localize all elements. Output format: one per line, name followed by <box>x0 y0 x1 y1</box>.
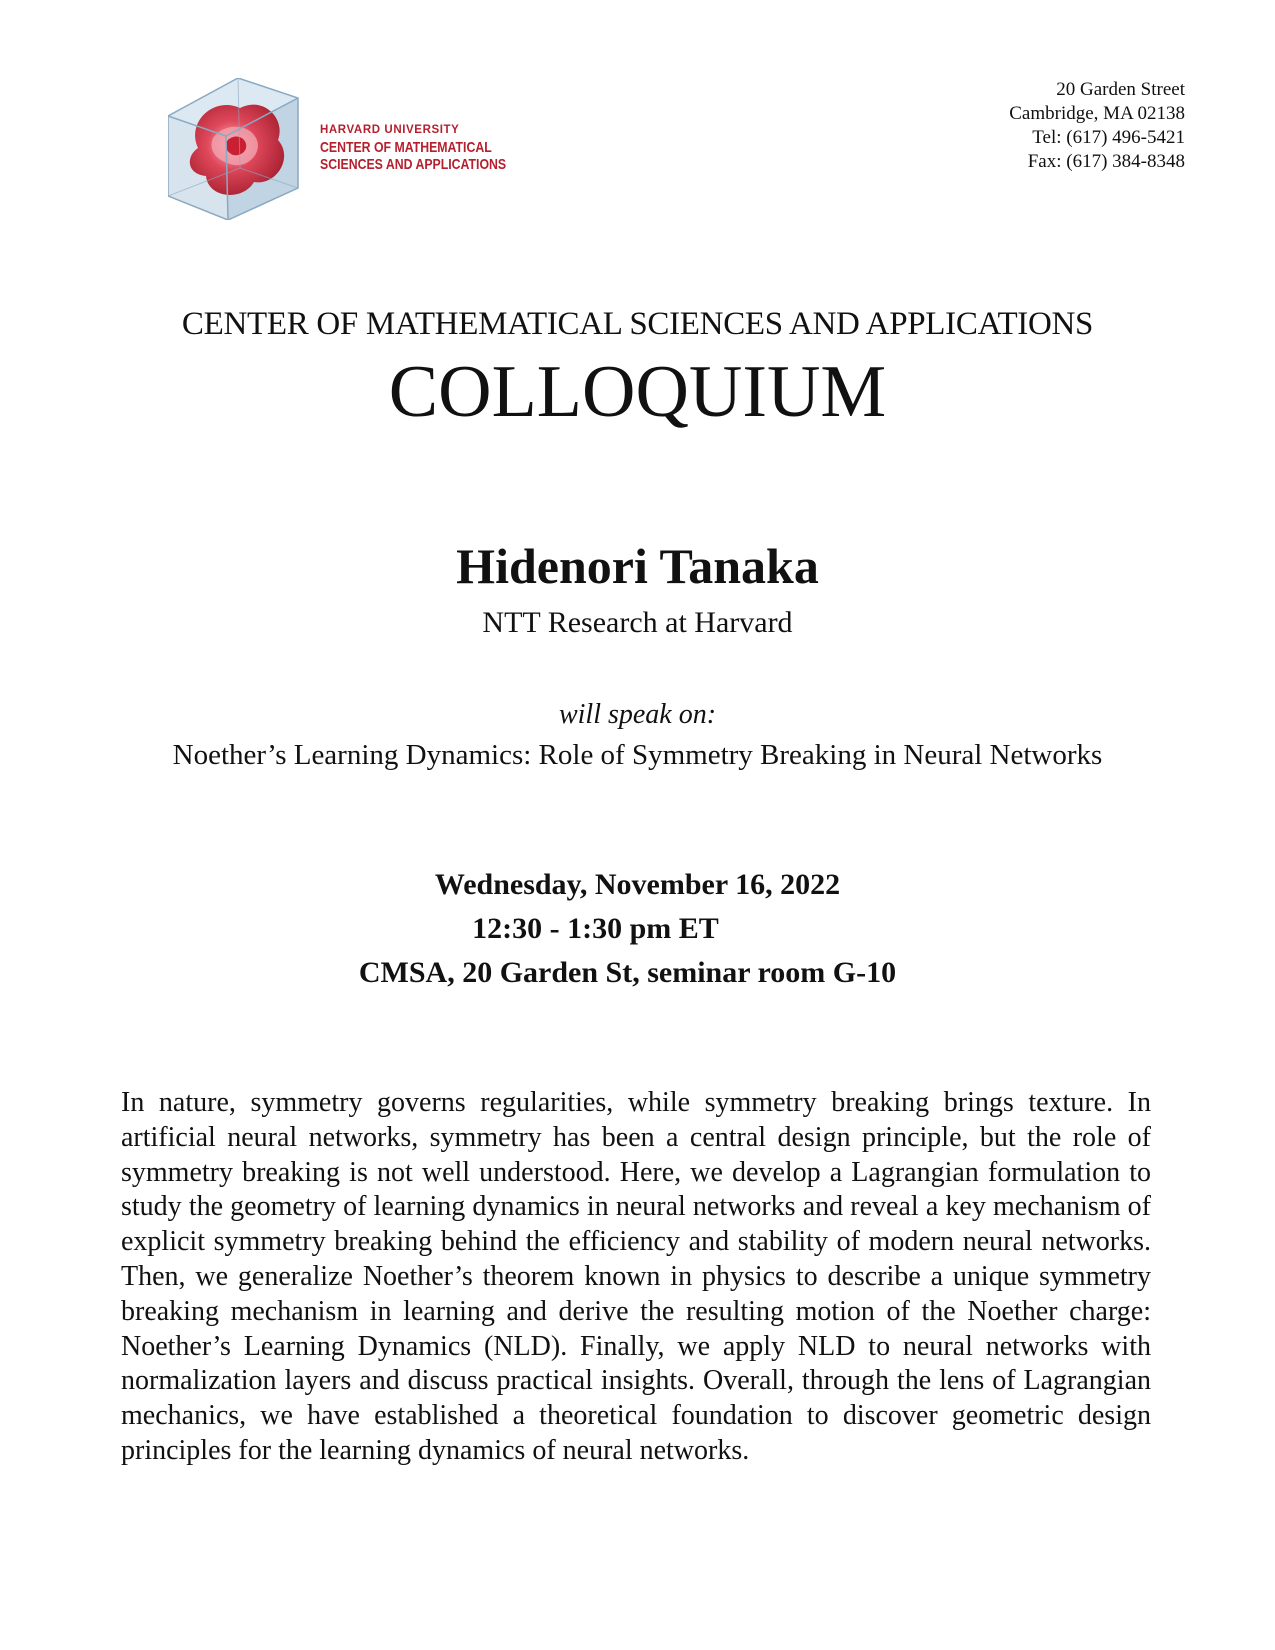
speaker-name: Hidenori Tanaka <box>456 538 819 594</box>
address-block <box>1009 78 1185 174</box>
abstract-paragraph: In nature, symmetry governs regularities, while symmetry breaking brings texture. In artificial neural networks, symmetry has been a central design principle, but the role of symmetry breaking is not well understood. Here, we develop a Lagrangian formulation to study the geometry of learning dynamics in neural networks and reveal a key mechanism of explicit symmetry breaking behind the efficiency and stability of modern neural networks. Then, we generalize Noether’s theorem known in physics to describe a unique symmetry breaking mechanism in learning and derive the resulting motion of the Noether charge: Noether’s Learning Dynamics (NLD). Finally, we apply NLD to neural networks with normalization layers and discuss practical insights. Overall, through the lens of Lagrangian mechanics, we have established a theoretical foundation to discover geometric design principles for the learning dynamics of neural networks. <box>121 1087 1151 1466</box>
center-name-heading: CENTER OF MATHEMATICAL SCIENCES AND APPLICATIONS <box>181 306 1094 342</box>
logo-line-2: CENTER OF MATHEMATICAL <box>320 139 492 156</box>
address-fax: Fax: (617) 384-8348 <box>1027 151 1185 172</box>
event-location: CMSA, 20 Garden St, seminar room G-10 <box>358 956 897 989</box>
talk-title: Noether’s Learning Dynamics: Role of Symmetry Breaking in Neural Networks <box>172 739 1103 771</box>
event-type-heading: COLLOQUIUM <box>388 351 887 433</box>
logo-line-1: HARVARD UNIVERSITY <box>320 124 460 136</box>
cmsa-logo <box>168 78 507 220</box>
event-time: 12:30 - 1:30 pm ET <box>472 912 719 945</box>
speaker-affiliation: NTT Research at Harvard <box>482 606 793 639</box>
talk-intro: will speak on: <box>558 699 717 730</box>
event-date: Wednesday, November 16, 2022 <box>434 868 841 901</box>
logo-line-3: SCIENCES AND APPLICATIONS <box>320 156 507 173</box>
address-city: Cambridge, MA 02138 <box>1009 103 1185 124</box>
logo-wordmark <box>320 122 547 173</box>
address-tel: Tel: (617) 496-5421 <box>1032 127 1185 148</box>
cmsa-cube-icon <box>168 78 318 220</box>
address-street: 20 Garden Street <box>1056 79 1185 100</box>
